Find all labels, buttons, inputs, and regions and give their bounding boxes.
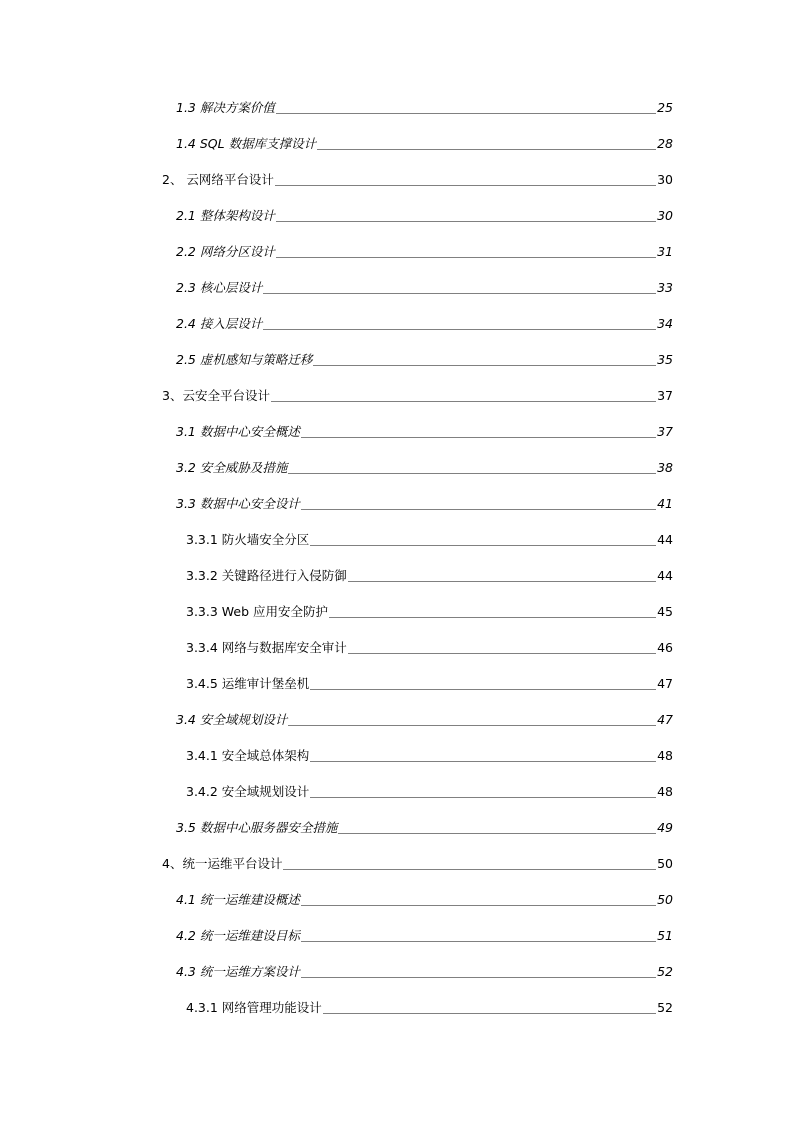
dot-leader [301,509,656,510]
toc-entry-title: 3.3.3 Web 应用安全防护 [186,604,329,619]
dot-leader [310,797,656,798]
toc-page-number: 45 [657,604,673,619]
dot-leader [276,113,656,114]
toc-entry[interactable] [186,666,673,702]
toc-page-number: 48 [657,748,673,763]
dot-leader [348,581,656,582]
toc-entry[interactable] [176,342,673,378]
toc-entry-title: 3、云安全平台设计 [162,388,270,403]
toc-entry[interactable] [176,882,673,918]
toc-entry-title: 2、 云网络平台设计 [162,172,274,187]
toc-entry[interactable] [176,234,673,270]
toc-entry[interactable] [176,486,673,522]
toc-page-number: 48 [657,784,673,799]
toc-entry[interactable] [176,810,673,846]
toc-entry-title: 4.3 统一运维方案设计 [176,964,300,979]
toc-entry-title: 3.3.4 网络与数据库安全审计 [186,640,347,655]
toc-entry-title: 2.3 核心层设计 [176,280,263,295]
toc-page-number: 31 [657,244,673,259]
toc-page-number: 33 [657,280,673,295]
toc-page-number: 50 [657,892,673,907]
toc-entry-title: 1.4 SQL 数据库支撑设计 [176,136,317,151]
dot-leader [276,257,656,258]
dot-leader [329,617,656,618]
toc-entry-title: 3.4.2 安全域规划设计 [186,784,310,799]
dot-leader [276,221,656,222]
toc-page-number: 37 [657,388,673,403]
toc-entry[interactable] [186,990,673,1026]
toc-page-number: 41 [657,496,673,511]
toc-entry-title: 3.4.1 安全域总体架构 [186,748,310,763]
dot-leader [271,401,656,402]
toc-entry[interactable] [186,774,673,810]
toc-entry[interactable] [176,702,673,738]
toc-entry[interactable] [176,918,673,954]
toc-page-number: 30 [657,208,673,223]
toc-page-number: 49 [657,820,673,835]
toc-entry[interactable] [186,738,673,774]
dot-leader [310,689,656,690]
toc-page-number: 25 [657,100,673,115]
toc-page-number: 51 [657,928,673,943]
toc-page-number: 28 [657,136,673,151]
dot-leader [283,869,656,870]
toc-page-number: 37 [657,424,673,439]
table-of-contents [0,90,793,1026]
toc-page-number: 46 [657,640,673,655]
toc-entry[interactable] [162,378,673,414]
toc-entry[interactable] [162,162,673,198]
dot-leader [301,905,656,906]
toc-entry[interactable] [176,126,673,162]
toc-entry-title: 3.3.1 防火墙安全分区 [186,532,310,547]
toc-entry[interactable] [176,414,673,450]
toc-page-number: 44 [657,532,673,547]
toc-entry[interactable] [186,522,673,558]
dot-leader [263,329,656,330]
dot-leader [348,653,656,654]
dot-leader [323,1013,656,1014]
toc-entry[interactable] [176,198,673,234]
dot-leader [275,185,656,186]
toc-page-number: 44 [657,568,673,583]
toc-entry-title: 4.2 统一运维建设目标 [176,928,300,943]
toc-page-number: 50 [657,856,673,871]
toc-entry-title: 2.1 整体架构设计 [176,208,275,223]
toc-entry-title: 1.3 解决方案价值 [176,100,275,115]
toc-entry-title: 2.2 网络分区设计 [176,244,275,259]
toc-entry-title: 3.1 数据中心安全概述 [176,424,300,439]
toc-entry-title: 4、统一运维平台设计 [162,856,283,871]
dot-leader [338,833,656,834]
toc-page-number: 38 [657,460,673,475]
toc-entry-title: 3.4 安全域规划设计 [176,712,288,727]
dot-leader [301,437,656,438]
toc-page-number: 52 [657,964,673,979]
dot-leader [317,149,656,150]
toc-entry-title: 3.5 数据中心服务器安全措施 [176,820,338,835]
dot-leader [288,473,656,474]
dot-leader [263,293,656,294]
toc-entry[interactable] [186,630,673,666]
toc-entry[interactable] [176,306,673,342]
toc-entry-title: 4.3.1 网络管理功能设计 [186,1000,322,1015]
dot-leader [310,761,656,762]
toc-page-number: 35 [657,352,673,367]
toc-page-number: 34 [657,316,673,331]
dot-leader [313,365,656,366]
toc-page-number: 30 [657,172,673,187]
toc-entry-title: 3.2 安全威胁及措施 [176,460,288,475]
toc-entry-title: 3.3 数据中心安全设计 [176,496,300,511]
toc-entry[interactable] [176,90,673,126]
toc-page-number: 47 [657,676,673,691]
toc-entry[interactable] [162,846,673,882]
toc-page-number: 47 [657,712,673,727]
toc-entry[interactable] [176,954,673,990]
toc-entry-title: 2.5 虚机感知与策略迁移 [176,352,313,367]
toc-page-number: 52 [657,1000,673,1015]
toc-entry-title: 3.4.5 运维审计堡垒机 [186,676,310,691]
dot-leader [310,545,656,546]
toc-entry-title: 2.4 接入层设计 [176,316,263,331]
toc-entry-title: 3.3.2 关键路径进行入侵防御 [186,568,347,583]
toc-entry[interactable] [186,558,673,594]
toc-entry[interactable] [186,594,673,630]
toc-entry[interactable] [176,450,673,486]
dot-leader [301,941,656,942]
toc-entry-title: 4.1 统一运维建设概述 [176,892,300,907]
dot-leader [301,977,656,978]
dot-leader [288,725,656,726]
toc-entry[interactable] [176,270,673,306]
